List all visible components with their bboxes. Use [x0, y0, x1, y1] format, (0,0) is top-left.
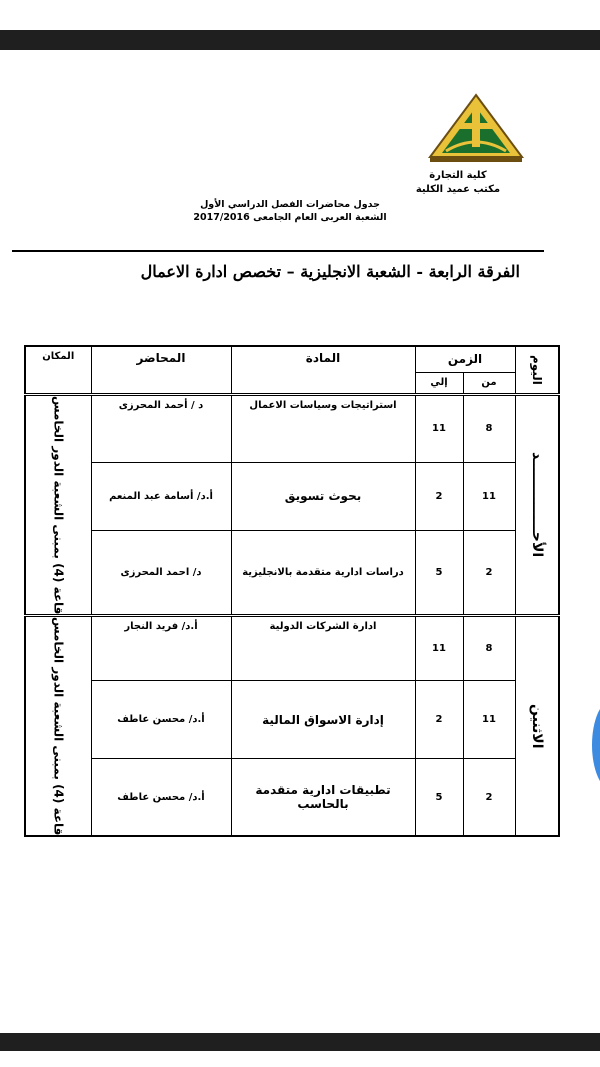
from-cell: 8	[463, 394, 515, 462]
schedule-table	[24, 345, 560, 837]
day-cell: الأحـــــــــــــــد	[515, 394, 559, 615]
header-to: إلي	[415, 372, 463, 394]
subject-cell: إدارة الاسواق المالية	[231, 681, 415, 759]
to-cell: 2	[415, 681, 463, 759]
day-cell: الاثنين	[515, 615, 559, 836]
schedule-table-wrap	[24, 345, 558, 836]
to-cell: 11	[415, 615, 463, 680]
subject-cell: تطبيقات ادارية متقدمة بالحاسب	[231, 759, 415, 837]
from-cell: 11	[463, 462, 515, 530]
table-row	[25, 530, 559, 615]
subject-cell: ادارة الشركات الدولية	[231, 615, 415, 680]
to-cell: 5	[415, 759, 463, 837]
header-time: الزمن	[415, 346, 515, 372]
table-row	[25, 615, 559, 680]
schedule-heading	[190, 198, 390, 224]
lecturer-cell: أ.د/ أسامة عبد المنعم	[91, 462, 231, 530]
header-place: المكان	[25, 346, 91, 394]
bottom-dark-bar	[0, 1033, 600, 1051]
subject-cell: دراسات ادارية متقدمة بالانجليزية	[231, 530, 415, 615]
faculty-block	[398, 169, 518, 197]
divider	[12, 250, 544, 252]
to-cell: 5	[415, 530, 463, 615]
heading-line1: جدول محاضرات الفصل الدراسي الأول	[200, 199, 380, 210]
table-row	[25, 681, 559, 759]
from-cell: 11	[463, 681, 515, 759]
from-cell: 8	[463, 615, 515, 680]
place-cell: قاعة (4) بمبنى الشعبة الدور الخامس	[25, 615, 91, 836]
from-cell: 2	[463, 530, 515, 615]
header-subject: المادة	[231, 346, 415, 394]
lecturer-cell: أ.د/ فريد النجار	[91, 615, 231, 680]
header-day: اليوم	[515, 346, 559, 394]
header-lecturer: المحاضر	[91, 346, 231, 394]
subject-cell: استراتيجات وسياسات الاعمال	[231, 394, 415, 462]
heading-line2: الشعبة العربى العام الجامعى 2017/2016	[193, 212, 387, 223]
table-row	[25, 462, 559, 530]
bottom-margin	[0, 1051, 600, 1067]
header-row	[25, 346, 559, 372]
to-cell: 11	[415, 394, 463, 462]
subject-cell: بحوث تسويق	[231, 462, 415, 530]
place-cell: قاعة (4) بمبنى الشعبة الدور الخامس	[25, 394, 91, 615]
top-dark-bar	[0, 30, 600, 50]
table-row	[25, 759, 559, 837]
header-from: من	[463, 372, 515, 394]
table-row	[25, 394, 559, 462]
faculty-name: كلية التجارة	[429, 170, 487, 181]
faculty-logo	[428, 93, 524, 165]
dean-office: مكتب عميد الكلية	[415, 184, 501, 195]
lecturer-cell: د/ احمد المحرزى	[91, 530, 231, 615]
lecturer-cell: أ.د/ محسن عاطف	[91, 681, 231, 759]
floating-button-edge[interactable]	[592, 700, 600, 790]
to-cell: 2	[415, 462, 463, 530]
lecturer-cell: أ.د/ محسن عاطف	[91, 759, 231, 837]
lecturer-cell: د / أحمد المحرزى	[91, 394, 231, 462]
top-margin	[0, 0, 600, 30]
page-title: الفرقة الرابعة - الشعبة الانجليزية – تخصص ادارة الاعمال	[140, 262, 520, 281]
from-cell: 2	[463, 759, 515, 837]
